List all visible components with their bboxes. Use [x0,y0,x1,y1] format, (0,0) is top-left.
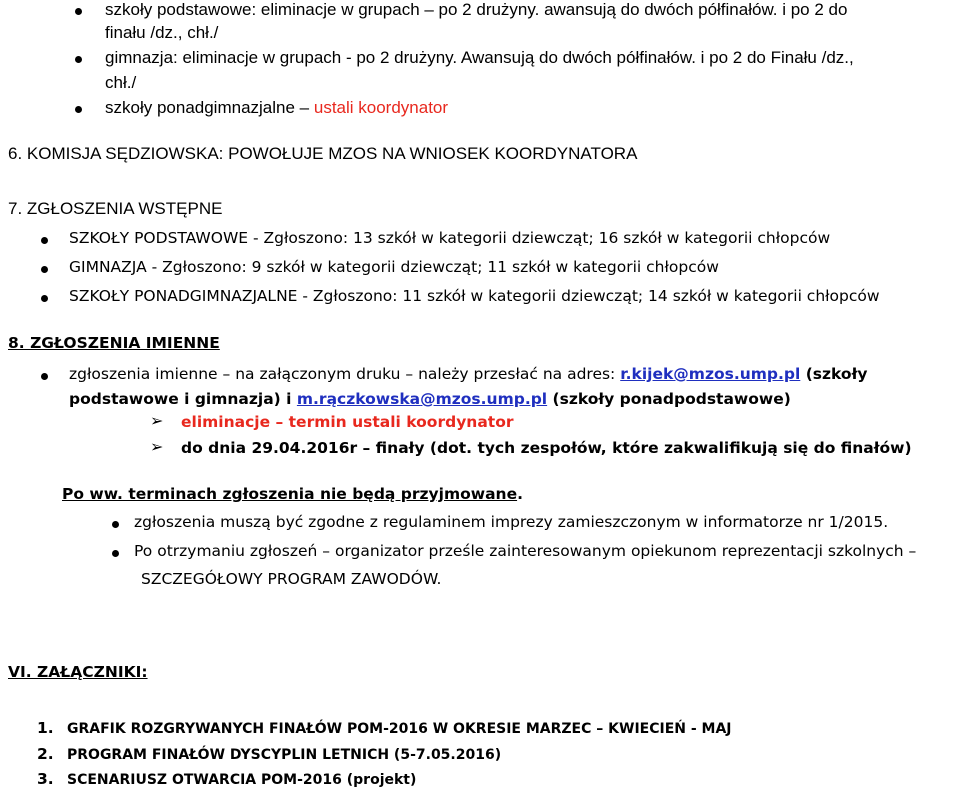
section-8-heading-text: 8. ZGŁOSZENIA IMIENNE [8,334,220,352]
email-part: @mzos.ump.pl [420,390,548,408]
attachment-num: 1. [37,719,54,737]
imienne-suffix2: (szkoły ponadpodstawowe) [547,390,791,408]
bullet-icon [41,237,48,244]
item-ponadgimnazjalne-red: ustali koordynator [313,98,449,117]
zgloszenia-row-gimnazja [69,258,719,276]
bullet-icon [75,8,82,15]
row-text: Zgłoszono: 11 szkół [312,287,471,305]
item-ponadgimnazjalne-prefix: szkoły ponadgimnazjalne – [105,98,314,117]
attachment-num: 2. [37,745,54,763]
bullet-icon [41,295,48,302]
row-text: Zgłoszono: 9 szkół [162,258,310,276]
imienne-line1 [69,365,867,383]
bullet-icon [75,106,82,113]
email-part: m.r [296,390,327,408]
zgloszenia-row-podstawowe [69,229,830,247]
imienne-suffix: (szkoły [800,365,868,383]
notice-period: . [517,485,523,503]
row-numbers: 13 szkół w kategorii dziewcząt; 16 szkół w kategorii chłopców [353,229,831,247]
attachments-heading [8,663,148,681]
attachments-heading-text: VI. ZAŁĄCZNIKI: [8,663,148,681]
note-program-line2: SZCZEGÓŁOWY PROGRAM ZAWODÓW. [141,570,442,588]
section-6-heading: 6. KOMISJA SĘDZIOWSKA: POWOŁUJE MZOS NA WNIOSEK KOORDYNATORA [8,144,638,163]
email-link-raczkowska[interactable] [297,390,547,408]
imienne-line2 [69,390,791,408]
item-gimnazja-line1: gimnazja: eliminacje w grupach - po 2 drużyny. Awansują do dwóch półfinałów. i po 2 do Finału /dz., [105,48,854,67]
imienne-text2: podstawowe i gimnazja) i [69,390,297,408]
row-label: SZKOŁY PONADGIMNAZJALNE - [69,287,313,305]
item-gimnazja-line2: chł./ [105,73,137,92]
bullet-icon [41,373,48,380]
imienne-text: zgłoszenia imienne – na załączonym druku – należy przesłać na adres: [69,365,621,383]
attachment-text: GRAFIK ROZGRYWANYCH FINAŁÓW POM-2016 W OKRESIE MARZEC – KWIECIEŃ - MAJ [67,721,732,737]
notice-text: Po ww. terminach zgłoszenia nie będą przyjmowane [62,485,518,503]
notice-line [62,485,523,503]
row-numbers: w kategorii dziewcząt; 11 szkół w kategorii chłopców [309,258,719,276]
attachment-item-3 [37,770,416,788]
bullet-icon [112,521,119,528]
attachment-num: 3. [37,770,54,788]
attachment-text: PROGRAM FINAŁÓW DYSCYPLIN LETNICH (5-7.05.2016) [67,747,502,763]
section-7-heading: 7. ZGŁOSZENIA WSTĘPNE [8,199,223,218]
row-label: GIMNAZJA - [69,258,163,276]
arrow-item-eliminacje: eliminacje – termin ustali koordynator [181,413,514,431]
arrow-item-finaly: do dnia 29.04.2016r – finały (dot. tych zespołów, które zakwalifikują się do finałów) [181,439,912,457]
arrow-bullet-icon: ➢ [150,411,164,430]
bullet-icon [41,266,48,273]
row-text: Zgłoszono: [263,229,354,247]
attachment-item-1 [37,719,732,737]
row-numbers: w kategorii dziewcząt; 14 szkół w kategorii chłopców [470,287,880,305]
email-part: ączkowska [326,390,421,408]
section-8-heading [8,334,220,352]
attachment-text: SCENARIUSZ OTWARCIA POM-2016 (projekt) [67,772,417,788]
zgloszenia-row-ponadgimnazjalne [69,287,880,305]
item-ponadgimnazjalne [105,98,448,118]
item-szkoly-podstawowe-line2: finału /dz., chł./ [105,23,219,42]
bullet-icon [112,550,119,557]
arrow-bullet-icon: ➢ [150,437,164,456]
row-label: SZKOŁY PODSTAWOWE - [69,229,264,247]
note-regulamin: zgłoszenia muszą być zgodne z regulaminem imprezy zamieszczonym w informatorze nr 1/2015. [134,513,889,531]
note-program-line1: Po otrzymaniu zgłoszeń – organizator prześle zainteresowanym opiekunom reprezentacji szkolnych – [134,542,917,560]
item-szkoly-podstawowe-line1: szkoły podstawowe: eliminacje w grupach – po 2 drużyny. awansują do dwóch półfinałów. i po 2 do [105,0,848,19]
bullet-icon [75,56,82,63]
email-link-kijek[interactable]: r.kijek@mzos.ump.pl [620,365,801,383]
attachment-item-2 [37,745,501,763]
